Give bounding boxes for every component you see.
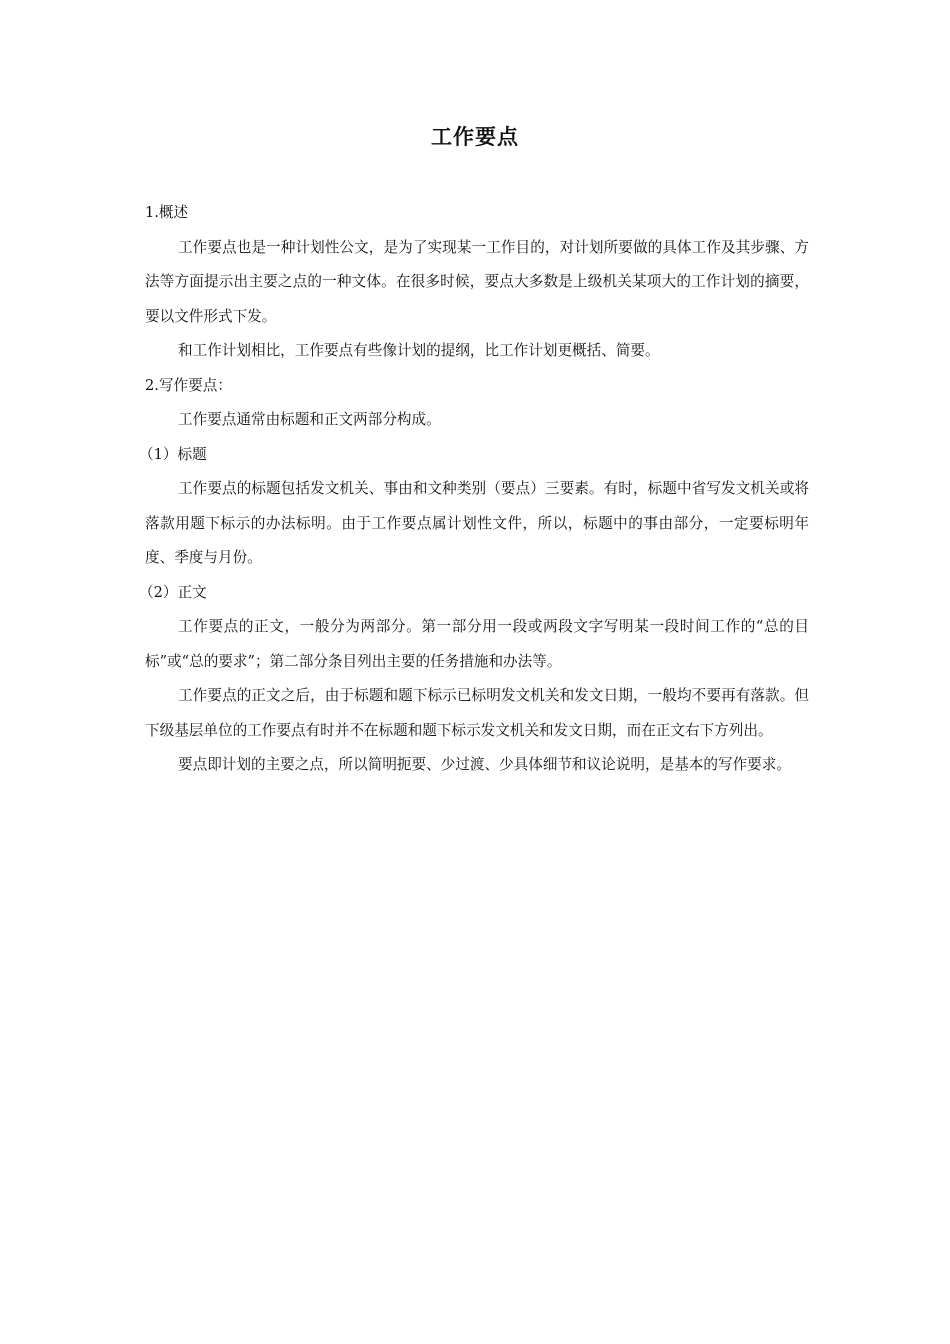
paragraph-body-parts: 工作要点的正文，一般分为两部分。第一部分用一段或两段文字写明某一段时间工作的“总的目标”或“总的要求”；第二部分条目列出主要的任务措施和办法等。: [145, 618, 809, 670]
document-title: 工作要点: [431, 125, 519, 149]
paragraph-requirements: 要点即计划的主要之点，所以简明扼要、少过渡、少具体细节和议论说明，是基本的写作要求。: [178, 756, 791, 773]
paragraph-title-elements: 工作要点的标题包括发文机关、事由和文种类别（要点）三要素。有时，标题中省写发文机关或将落款用题下标示的办法标明。由于工作要点属计划性文件，所以，标题中的事由部分，一定要标明年度、季度与月份。: [145, 480, 809, 566]
document-body: [139, 196, 809, 783]
section-heading-writing-points: 2.写作要点：: [145, 376, 232, 394]
subheading-body-text: （2）正文: [139, 583, 207, 601]
paragraph-definition: 工作要点也是一种计划性公文，是为了实现某一工作目的，对计划所要做的具体工作及其步骤、方法等方面提示出主要之点的一种文体。在很多时候，要点大多数是上级机关某项大的工作计划的摘要，要以文件形式下发。: [145, 238, 809, 325]
paragraph-signature: 工作要点的正文之后，由于标题和题下标示已标明发文机关和发文日期，一般均不要再有落款。但下级基层单位的工作要点有时并不在标题和题下标示发文机关和发文日期，而在正文右下方列出。: [145, 687, 809, 739]
paragraph-comparison: 和工作计划相比，工作要点有些像计划的提纲，比工作计划更概括、简要。: [178, 342, 660, 359]
paragraph-composition: 工作要点通常由标题和正文两部分构成。: [178, 411, 441, 428]
subheading-title: （1）标题: [139, 445, 207, 463]
section-heading-overview: 1.概述: [145, 204, 189, 221]
